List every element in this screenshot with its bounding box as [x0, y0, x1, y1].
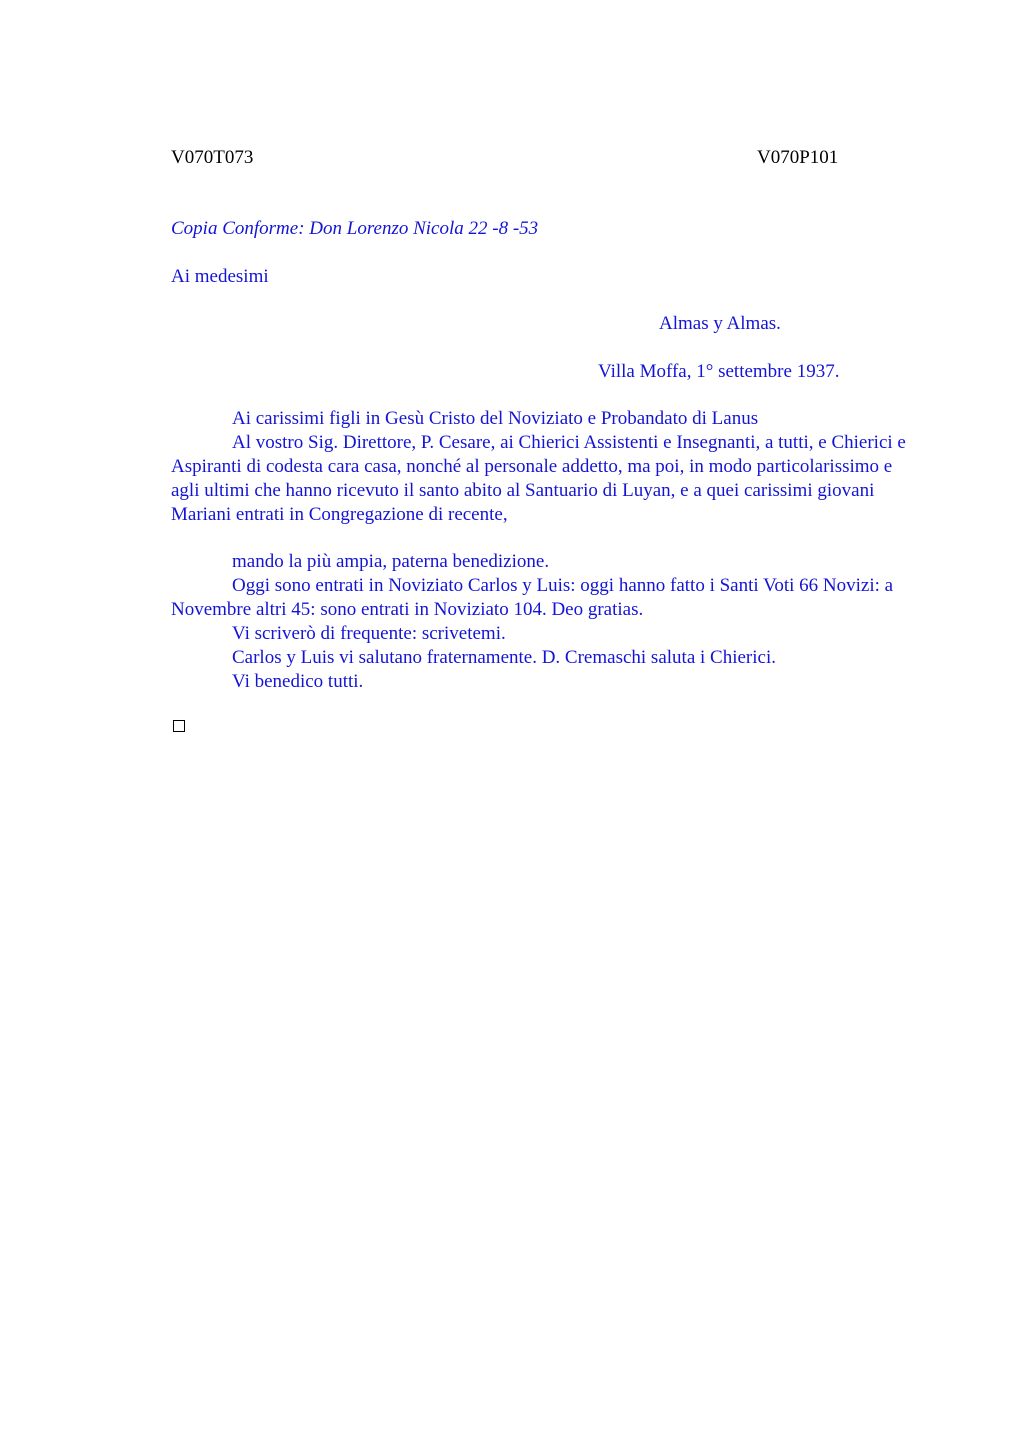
- body-paragraph: Vi scriverò di frequente: scrivetemi.: [232, 623, 506, 644]
- salutation-block: [171, 407, 906, 527]
- document-code-right: V070P101: [757, 147, 839, 168]
- addressee: Ai medesimi: [171, 266, 269, 287]
- body-paragraph: mando la più ampia, paterna benedizione.: [232, 551, 550, 572]
- letter-body: [171, 550, 906, 694]
- salutation-line: Ai carissimi figli in Gesù Cristo del Noviziato e Probandato di Lanus: [232, 408, 759, 429]
- body-paragraph: Carlos y Luis vi salutano fraternamente. D. Cremaschi saluta i Chierici.: [232, 647, 776, 668]
- body-paragraph: Oggi sono entrati in Noviziato Carlos y Luis: oggi hanno fatto i Santi Voti 66 Novizi: a Novembre altri 45: sono entrati in Noviziato 104. Deo gratias.: [171, 575, 894, 620]
- place-date: Villa Moffa, 1° settembre 1937.: [598, 361, 840, 382]
- empty-box-icon: [173, 720, 185, 732]
- copy-note: Copia Conforme: Don Lorenzo Nicola 22 -8 -53: [171, 218, 539, 239]
- salutation-line: Al vostro Sig. Direttore, P. Cesare, ai Chierici Assistenti e Insegnanti, a tutti, e Chierici e Aspiranti di codesta cara casa, nonché al personale addetto, ma poi, in modo particolarissimo e agli ultimi che hanno ricevuto il santo abito al Santuario di Luyan, e a quei carissimi giovani Mariani entrati in Congregazione di recente,: [171, 432, 906, 525]
- body-paragraph: Vi benedico tutti.: [232, 671, 364, 692]
- document-code-left: V070T073: [171, 147, 254, 168]
- motto: Almas y Almas.: [659, 313, 781, 334]
